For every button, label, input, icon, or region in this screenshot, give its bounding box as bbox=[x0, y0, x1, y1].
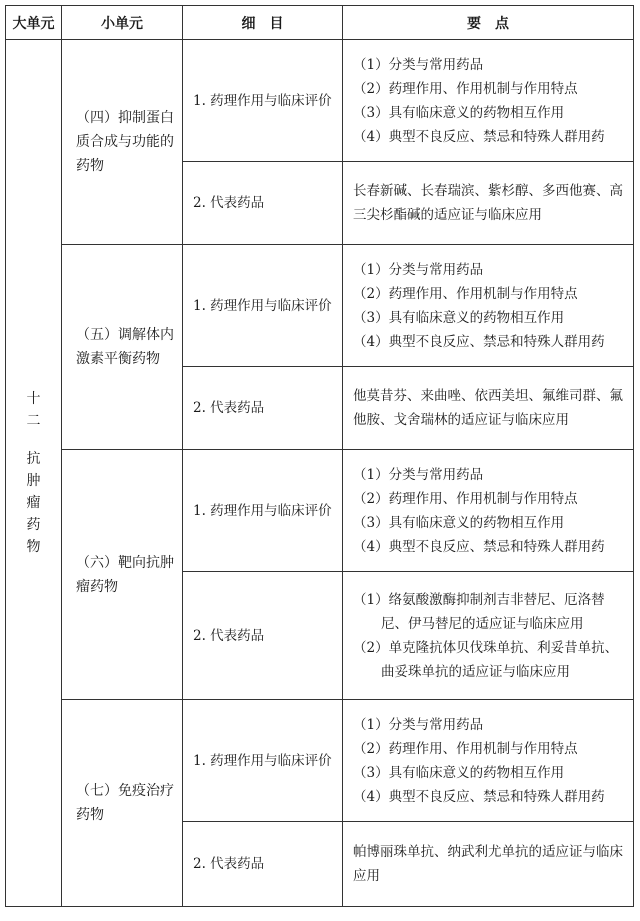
item-cell: 1. 药理作用与临床评价 bbox=[183, 40, 343, 162]
table-row bbox=[6, 40, 634, 162]
header-item: 细 目 bbox=[183, 6, 343, 40]
point-line: （2）药理作用、作用机制与作用特点 bbox=[353, 285, 578, 302]
item-cell: 2. 代表药品 bbox=[183, 367, 343, 450]
header-big-unit: 大单元 bbox=[6, 6, 62, 40]
point-line: （2）药理作用、作用机制与作用特点 bbox=[353, 740, 578, 757]
table-row bbox=[6, 700, 634, 822]
sub-unit-name: （四）抑制蛋白质合成与功能的药物 bbox=[62, 40, 183, 245]
points-cell bbox=[343, 162, 634, 245]
item-cell: 1. 药理作用与临床评价 bbox=[183, 245, 343, 367]
item-cell: 1. 药理作用与临床评价 bbox=[183, 700, 343, 822]
point-line: （4）典型不良反应、禁忌和特殊人群用药 bbox=[353, 128, 605, 145]
big-unit-title: 抗肿瘤药物 bbox=[26, 451, 41, 555]
point-line: （1）分类与常用药品 bbox=[353, 466, 484, 483]
syllabus-table bbox=[5, 5, 634, 907]
table-row bbox=[6, 450, 634, 572]
header-row bbox=[6, 6, 634, 40]
point-line: （1）分类与常用药品 bbox=[353, 56, 484, 73]
points-cell bbox=[343, 40, 634, 162]
big-unit-number: 十二 bbox=[26, 391, 41, 429]
point-line: （1）络氨酸激酶抑制剂吉非替尼、厄洛替尼、伊马替尼的适应证与临床应用 bbox=[353, 591, 605, 632]
point-line: （3）具有临床意义的药物相互作用 bbox=[353, 309, 565, 326]
point-line: （3）具有临床意义的药物相互作用 bbox=[353, 104, 565, 121]
point-line: （2）药理作用、作用机制与作用特点 bbox=[353, 80, 578, 97]
sub-unit-name: （五）调解体内激素平衡药物 bbox=[62, 245, 183, 450]
points-cell bbox=[343, 700, 634, 822]
points-cell bbox=[343, 245, 634, 367]
sub-unit-name: （六）靶向抗肿瘤药物 bbox=[62, 450, 183, 700]
points-cell bbox=[343, 367, 634, 450]
point-line: （1）分类与常用药品 bbox=[353, 716, 484, 733]
item-cell: 1. 药理作用与临床评价 bbox=[183, 450, 343, 572]
item-cell: 2. 代表药品 bbox=[183, 162, 343, 245]
points-cell bbox=[343, 822, 634, 907]
syllabus-table-container bbox=[5, 5, 634, 907]
point-line: （3）具有临床意义的药物相互作用 bbox=[353, 764, 565, 781]
points-cell bbox=[343, 572, 634, 700]
point-line: （4）典型不良反应、禁忌和特殊人群用药 bbox=[353, 538, 605, 555]
point-line: 帕博丽珠单抗、纳武利尤单抗的适应证与临床应用 bbox=[353, 844, 623, 884]
point-line: （2）药理作用、作用机制与作用特点 bbox=[353, 490, 578, 507]
point-line: （3）具有临床意义的药物相互作用 bbox=[353, 514, 565, 531]
item-cell: 2. 代表药品 bbox=[183, 572, 343, 700]
point-line: 长春新碱、长春瑞滨、紫杉醇、多西他赛、高三尖杉酯碱的适应证与临床应用 bbox=[353, 183, 623, 223]
header-sub-unit: 小单元 bbox=[62, 6, 183, 40]
point-line: （4）典型不良反应、禁忌和特殊人群用药 bbox=[353, 788, 605, 805]
table-row bbox=[6, 245, 634, 367]
point-line: （1）分类与常用药品 bbox=[353, 261, 484, 278]
header-points: 要 点 bbox=[343, 6, 634, 40]
item-cell: 2. 代表药品 bbox=[183, 822, 343, 907]
point-line: （4）典型不良反应、禁忌和特殊人群用药 bbox=[353, 333, 605, 350]
point-line: （2）单克隆抗体贝伐珠单抗、利妥昔单抗、曲妥珠单抗的适应证与临床应用 bbox=[353, 639, 619, 680]
points-cell bbox=[343, 450, 634, 572]
sub-unit-name: （七）免疫治疗药物 bbox=[62, 700, 183, 907]
big-unit-cell bbox=[6, 40, 62, 907]
point-line: 他莫昔芬、来曲唑、依西美坦、氟维司群、氟他胺、戈舍瑞林的适应证与临床应用 bbox=[353, 388, 623, 428]
